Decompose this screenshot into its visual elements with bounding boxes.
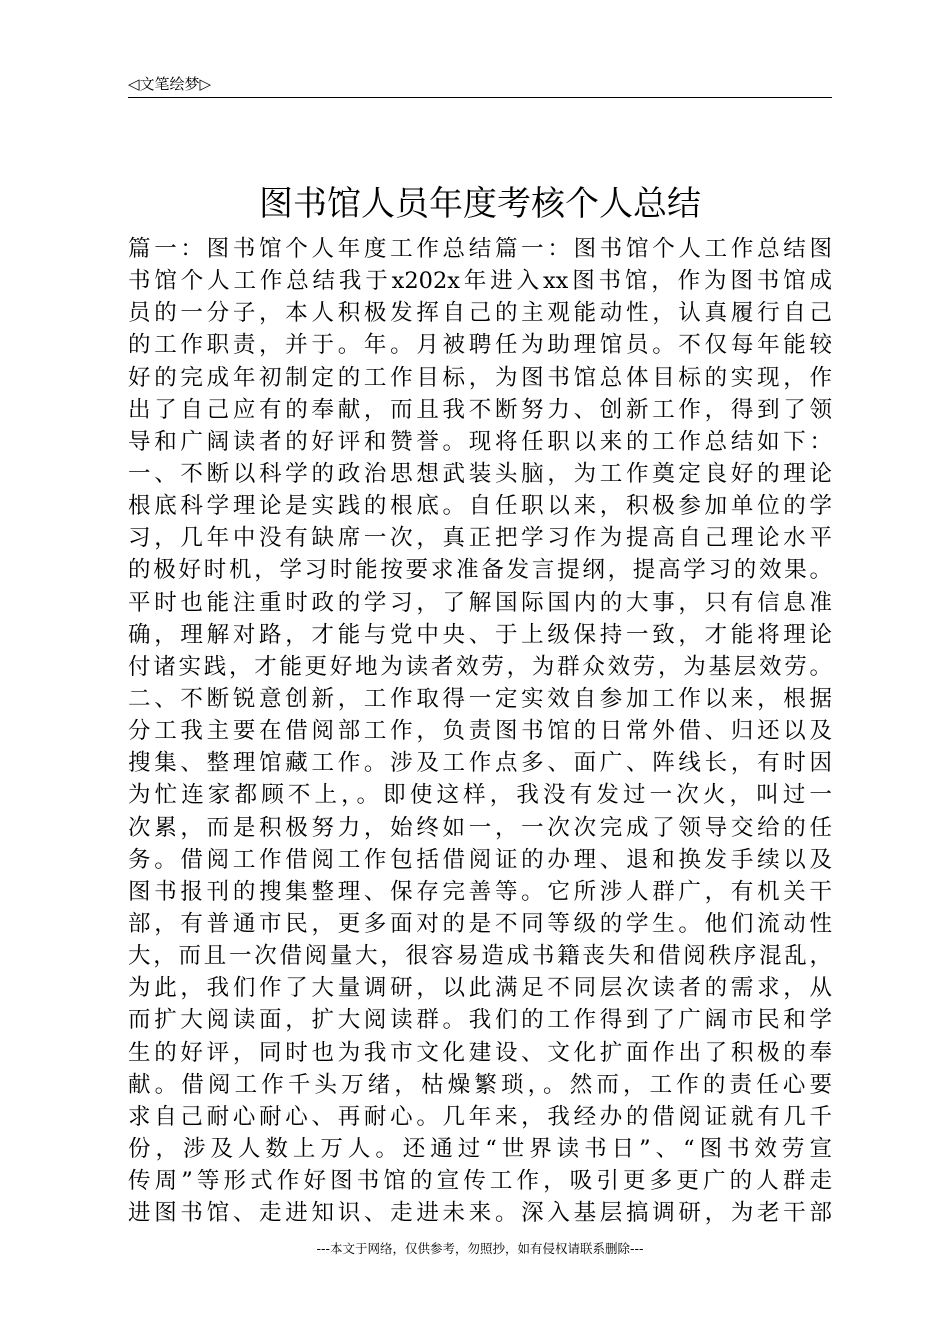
body-line: 员的一分子，本人积极发挥自己的主观能动性，认真履行自己 [128,300,832,327]
body-line: 务。借阅工作借阅工作包括借阅证的办理、退和换发手续以及 [128,846,832,873]
body-line: 次累，而是积极努力，始终如一，一次次完成了领导交给的任 [128,814,832,841]
body-line: 付诸实践，才能更好地为读者效劳，为群众效劳，为基层效劳。 [128,653,832,680]
body-line: 一、不断以科学的政治思想武装头脑，为工作奠定良好的理论 [128,460,832,487]
document-body [128,233,832,1229]
body-line: 搜集、整理馆藏工作。涉及工作点多、面广、阵线长，有时因 [128,750,832,777]
body-line: 进图书馆、走进知识、走进未来。深入基层搞调研，为老干部 [128,1200,832,1227]
document-title: 图书馆人员年度考核个人总结 [259,184,701,224]
footer-notice: ---本文于网络，仅供参考，勿照抄，如有侵权请联系删除--- [316,1241,644,1256]
header-brand: ◁文笔绘梦▷ [128,75,212,93]
body-line: 的极好时机，学习时能按要求准备发言提纲，提高学习的效果。 [128,557,832,584]
body-line: 求自己耐心耐心、再耐心。几年来，我经办的借阅证就有几千 [128,1103,832,1130]
body-line: 大，而且一次借阅量大，很容易造成书籍丧失和借阅秩序混乱， [128,943,832,970]
body-line: 导和广阔读者的好评和赞誉。现将任职以来的工作总结如下： [128,428,832,455]
body-line: 部，有普通市民，更多面对的是不同等级的学生。他们流动性 [128,910,832,937]
header-divider [128,97,832,98]
body-line: 根底科学理论是实践的根底。自任职以来，积极参加单位的学 [128,493,832,520]
body-line: 而扩大阅读面，扩大阅读群。我们的工作得到了广阔市民和学 [128,1007,832,1034]
body-line: 篇一：图书馆个人年度工作总结篇一：图书馆个人工作总结图 [128,236,832,262]
body-line: 出了自己应有的奉献，而且我不断努力、创新工作，得到了领 [128,396,832,423]
body-line: 份，涉及人数上万人。还通过“世界读书日”、“图书效劳宣 [128,1135,832,1162]
body-line: 书馆个人工作总结我于x202x年进入xx图书馆，作为图书馆成 [128,268,832,295]
body-line: 确，理解对路，才能与党中央、于上级保持一致，才能将理论 [128,621,832,648]
body-line: 的工作职责，并于。年。月被聘任为助理馆员。不仅每年能较 [128,332,832,359]
body-line: 二、不断锐意创新，工作取得一定实效自参加工作以来，根据 [128,685,832,712]
body-line: 为此，我们作了大量调研，以此满足不同层次读者的需求，从 [128,975,832,1002]
body-line: 传周”等形式作好图书馆的宣传工作，吸引更多更广的人群走 [128,1168,832,1195]
body-line: 为忙连家都顾不上，。即使这样，我没有发过一次火，叫过一 [128,782,832,809]
body-line: 好的完成年初制定的工作目标，为图书馆总体目标的实现，作 [128,364,832,391]
body-line: 献。借阅工作千头万绪，枯燥繁琐，。然而，工作的责任心要 [128,1071,832,1098]
body-line: 图书报刊的搜集整理、保存完善等。它所涉人群广，有机关干 [128,878,832,905]
body-line: 习，几年中没有缺席一次，真正把学习作为提高自己理论水平 [128,525,832,552]
body-line: 平时也能注重时政的学习，了解国际国内的大事，只有信息准 [128,589,832,616]
body-line: 分工我主要在借阅部工作，负责图书馆的日常外借、归还以及 [128,718,832,745]
body-line: 生的好评，同时也为我市文化建设、文化扩面作出了积极的奉 [128,1039,832,1066]
